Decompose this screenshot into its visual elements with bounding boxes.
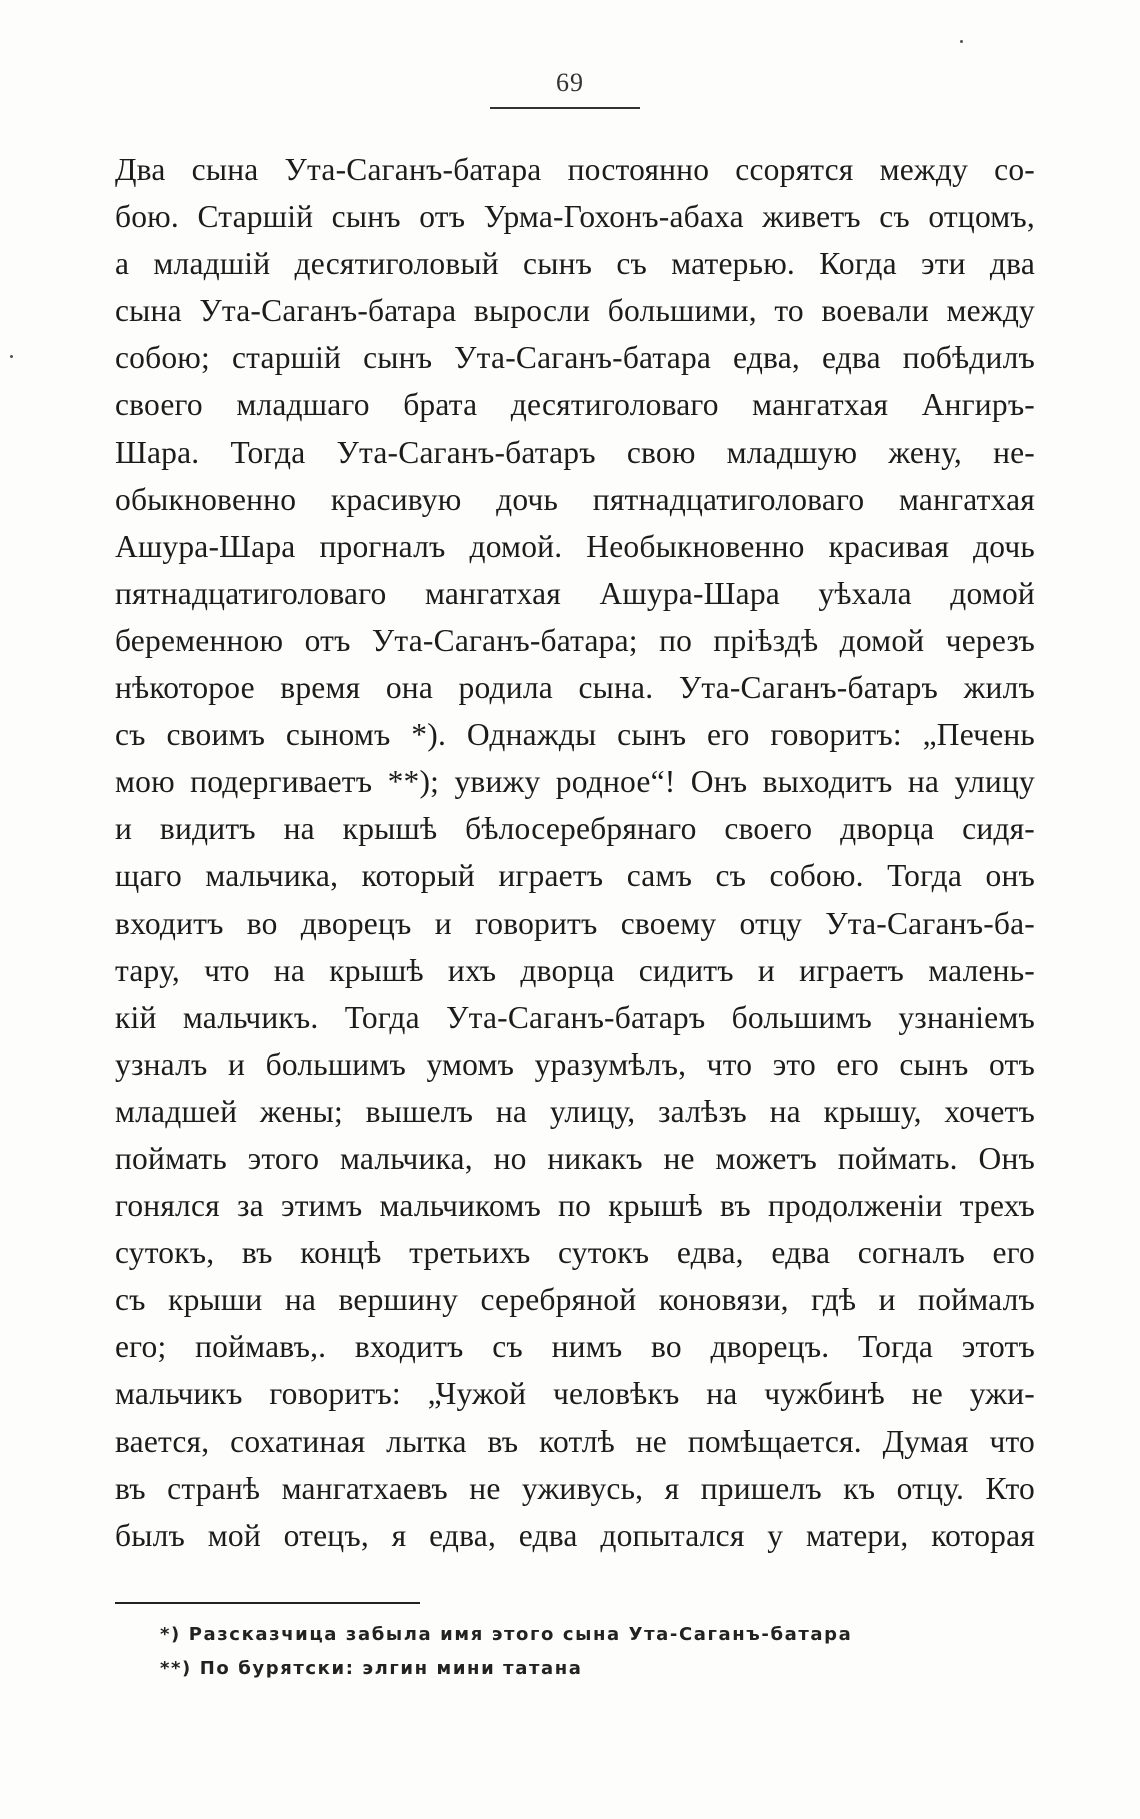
footnote: **) По бурятски: элгин мини татана <box>160 1658 583 1679</box>
text-line: нѣкоторое время она родила сына. Ута-Саганъ-батаръ жилъ <box>115 670 1035 706</box>
text-line: собою; старшій сынъ Ута-Саганъ-батара едва, едва побѣдилъ <box>115 340 1035 376</box>
text-line: входитъ во дворецъ и говоритъ своему отцу Ута-Саганъ-ба- <box>115 905 1035 941</box>
text-line: Два сына Ута-Саганъ-батара постоянно ссорятся между со- <box>115 152 1035 187</box>
text-line: кій мальчикъ. Тогда Ута-Саганъ-батаръ большимъ узнаніемъ <box>115 999 1035 1035</box>
text-line: его; поймавъ,. входитъ съ нимъ во дворецъ. Тогда этотъ <box>115 1329 1035 1365</box>
text-line: Шара. Тогда Ута-Саганъ-батаръ свою младшую жену, не- <box>115 434 1035 470</box>
scan-speck <box>960 40 963 43</box>
text-line: и видитъ на крышѣ бѣлосеребрянаго своего дворца сидя- <box>115 811 1035 847</box>
text-line: мою подергиваетъ **); увижу родное“! Онъ выходитъ на улицу <box>115 764 1035 800</box>
text-line: щаго мальчика, который играетъ самъ съ собою. Тогда онъ <box>115 858 1035 894</box>
footnote-rule <box>115 1602 420 1604</box>
text-line: поймать этого мальчика, но никакъ не можетъ поймать. Онъ <box>115 1140 1035 1176</box>
text-line: Ашура-Шара прогналъ домой. Необыкновенно красивая дочь <box>115 528 1035 564</box>
text-line: бою. Старшій сынъ отъ Урма-Гохонъ-абаха живетъ съ отцомъ, <box>115 199 1035 235</box>
text-line: младшей жены; вышелъ на улицу, залѣзъ на крышу, хочетъ <box>115 1093 1035 1129</box>
page-number: 69 <box>556 68 584 97</box>
text-line: беременною отъ Ута-Саганъ-батара; по пріѣздѣ домой черезъ <box>115 622 1035 658</box>
text-line: а младшій десятиголовый сынъ съ матерью. Когда эти два <box>115 246 1035 282</box>
text-line: своего младшаго брата десятиголоваго мангатхая Ангиръ- <box>115 387 1035 423</box>
text-line: мальчикъ говоритъ: „Чужой человѣкъ на чужбинѣ не ужи- <box>115 1376 1035 1412</box>
text-line: гонялся за этимъ мальчикомъ по крышѣ въ продолженіи трехъ <box>115 1188 1035 1224</box>
body-text <box>115 146 1035 1559</box>
text-line: узналъ и большимъ умомъ уразумѣлъ, что это его сынъ отъ <box>115 1046 1035 1082</box>
text-line: съ своимъ сыномъ *). Однажды сынъ его говоритъ: „Печень <box>115 717 1035 753</box>
footnote: *) Разсказчица забыла имя этого сына Ута-Саганъ-батара <box>160 1624 853 1645</box>
text-line: сына Ута-Саганъ-батара выросли большими, то воевали между <box>115 293 1035 329</box>
footnotes <box>160 1618 920 1686</box>
header-rule <box>490 107 640 109</box>
text-line: сутокъ, въ концѣ третьихъ сутокъ едва, едва согналъ его <box>115 1235 1035 1271</box>
text-line: пятнадцатиголоваго мангатхая Ашура-Шара уѣхала домой <box>115 575 1035 611</box>
text-line: въ странѣ мангатхаевъ не уживусь, я пришелъ къ отцу. Кто <box>115 1470 1035 1506</box>
text-line: вается, сохатиная лытка въ котлѣ не помѣщается. Думая что <box>115 1423 1035 1459</box>
text-line: былъ мой отецъ, я едва, едва допытался у матери, которая <box>115 1517 1035 1553</box>
text-line: тару, что на крышѣ ихъ дворца сидитъ и играетъ малень- <box>115 952 1035 988</box>
text-line: съ крыши на вершину серебряной коновязи, гдѣ и поймалъ <box>115 1282 1035 1318</box>
text-line: обыкновенно красивую дочь пятнадцатиголоваго мангатхая <box>115 481 1035 517</box>
scan-speck <box>10 355 13 358</box>
